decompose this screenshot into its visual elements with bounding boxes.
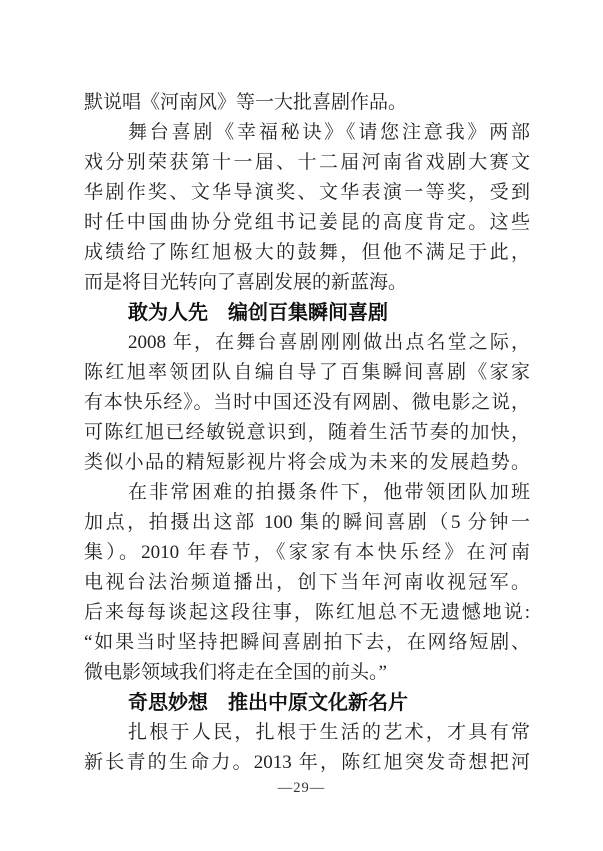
- body-text-line: 戏分别荣获第十一届、十二届河南省戏剧大赛文: [84, 152, 530, 173]
- body-text-line: 陈红旭率领团队自编自导了百集瞬间喜剧《家家: [84, 362, 530, 383]
- page-number: —29—: [277, 780, 326, 796]
- body-text-line: 集）。2010 年春节，《家家有本快乐经》在河南: [84, 542, 530, 563]
- body-text-line: 后来每每谈起这段往事，陈红旭总不无遗憾地说:: [84, 602, 530, 623]
- body-text-line: “如果当时坚持把瞬间喜剧拍下去，在网络短剧、: [84, 632, 530, 653]
- section-heading: 敢为人先 编创百集瞬间喜剧: [128, 302, 388, 324]
- body-text-line: 可陈红旭已经敏锐意识到，随着生活节奏的加快，: [84, 422, 530, 443]
- body-text-line: 华剧作奖、文华导演奖、文华表演一等奖，受到: [84, 182, 530, 203]
- body-text-line: 电视台法治频道播出，创下当年河南收视冠军。: [84, 572, 530, 593]
- body-text-line: 在非常困难的拍摄条件下，他带领团队加班: [128, 482, 530, 503]
- body-text-line: 新长青的生命力。2013 年，陈红旭突发奇想把河: [84, 752, 530, 773]
- section-heading: 奇思妙想 推出中原文化新名片: [128, 692, 408, 714]
- body-text-line: 类似小品的精短影视片将会成为未来的发展趋势。: [84, 452, 530, 473]
- body-text-line: 默说唱《河南风》等一大批喜剧作品。: [84, 92, 408, 113]
- body-text-block: [84, 88, 530, 778]
- body-text-line: 扎根于人民，扎根于生活的艺术，才具有常: [128, 722, 530, 743]
- body-text-line: 舞台喜剧《幸福秘诀》《请您注意我》两部: [128, 122, 530, 143]
- body-text-line: 加点，拍摄出这部 100 集的瞬间喜剧（5 分钟一: [84, 512, 530, 533]
- body-text-line: 有本快乐经》。当时中国还没有网剧、微电影之说，: [84, 392, 530, 413]
- body-text-line: 微电影领域我们将走在全国的前头。”: [84, 662, 387, 683]
- body-text-line: 2008 年，在舞台喜剧刚刚做出点名堂之际，: [128, 332, 530, 353]
- body-text-line: 成绩给了陈红旭极大的鼓舞，但他不满足于此，: [84, 242, 530, 263]
- body-text-line: 时任中国曲协分党组书记姜昆的高度肯定。这些: [84, 212, 530, 233]
- body-text-line: 而是将目光转向了喜剧发展的新蓝海。: [84, 272, 408, 293]
